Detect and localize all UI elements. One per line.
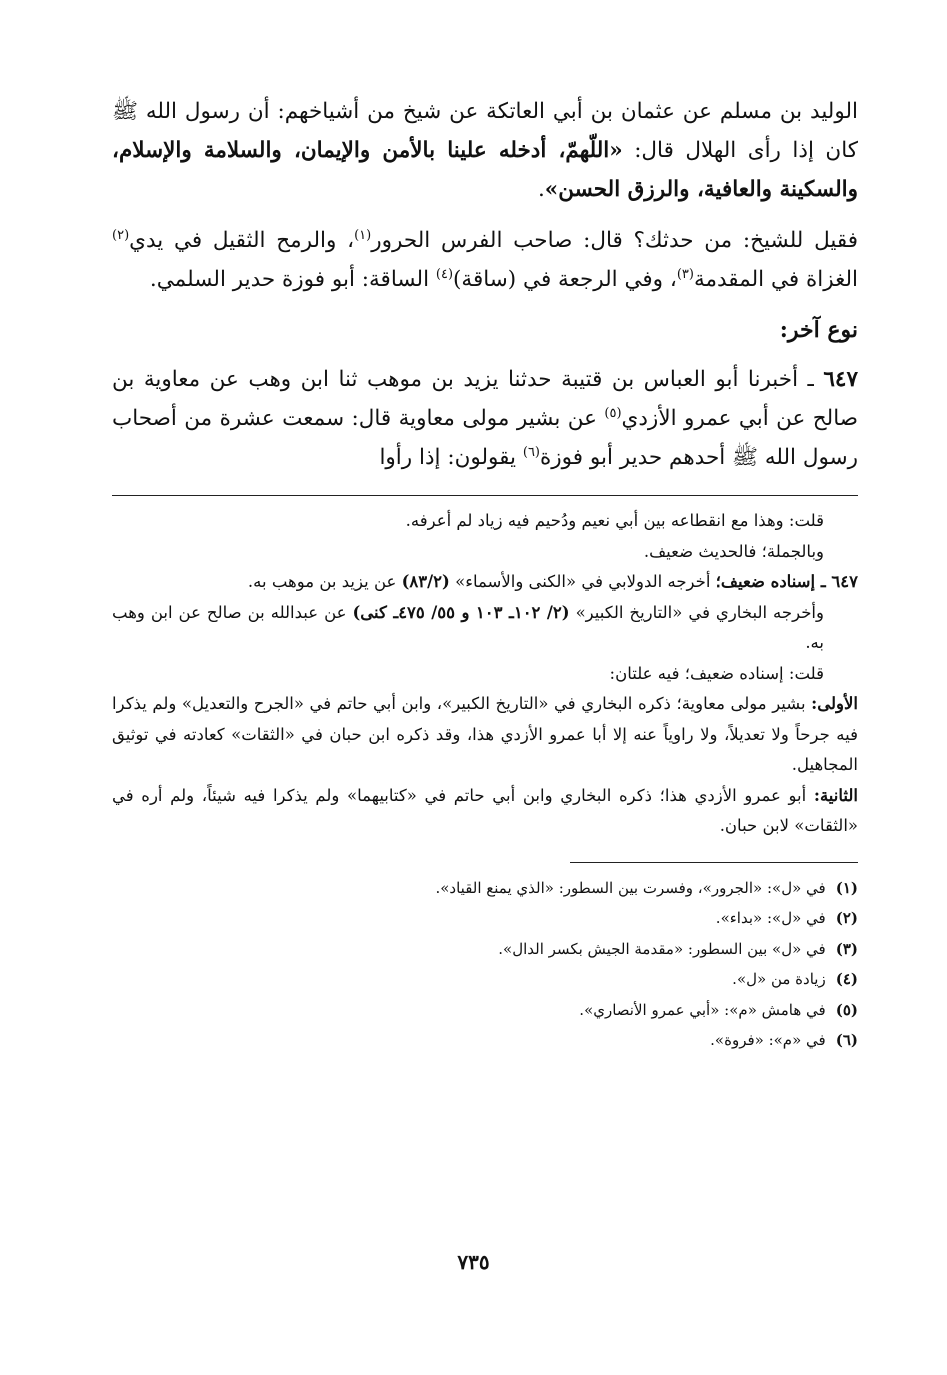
footnote-item <box>112 934 858 965</box>
footnotes-divider <box>570 862 858 863</box>
footnote-item <box>112 995 858 1026</box>
footnote-number: (٤) <box>835 970 858 988</box>
footnote-ref-1[interactable]: (١) <box>354 227 372 243</box>
footnote-number: (٦) <box>835 1031 858 1049</box>
commentary-line <box>112 689 858 781</box>
text-run: بشير مولى معاوية؛ ذكره البخاري في «التاريخ الكبير»، وابن أبي حاتم في «الجرح والتعديل» ولم يذكرا فيه جرحاً ولا تعديلاً، ولا راوياً عنه إلا أبا عمرو الأزدي هذا، وقد ذكره ابن حبان في «الثقات» كعادته في توثيق المجاهيل. <box>112 694 858 774</box>
label-first: الأولى: <box>811 694 858 713</box>
grading: ـ إسناده ضعيف؛ <box>715 572 832 591</box>
text-run: أخرجه الدولابي في «الكنى والأسماء» <box>449 572 716 591</box>
footnote-item <box>112 873 858 904</box>
page-body <box>112 92 858 1056</box>
footnote-number: (٥) <box>835 1000 858 1019</box>
reference: (٢/ ١٠٢ـ ١٠٣ و ٥٥/ ٤٧٥ـ كنى) <box>352 602 570 622</box>
commentary-divider <box>112 495 858 496</box>
text-run: أبو عمرو الأزدي هذا؛ ذكره البخاري وابن أبي حاتم في «كتابيهما» ولم يذكرا فيه شيئاً، ولم أره في «الثقات» لابن حبان. <box>112 785 858 835</box>
footnote-text: في «ل»: «بداء». <box>715 909 826 927</box>
text-run: ، والرمح الثقيل في يدي <box>129 228 355 253</box>
text-run: عن يزيد بن موهب به. <box>247 572 402 591</box>
paragraph-2 <box>112 221 858 299</box>
paragraph-1 <box>112 92 858 209</box>
footnote-text: في «ل»: «الجرور»، وفسرت بين السطور: «الذي يمنع القياد». <box>435 878 826 897</box>
footnote-ref-2[interactable]: (٢) <box>112 227 130 243</box>
footnote-number: (٢) <box>835 909 858 927</box>
hadith-number: ٦٤٧ <box>823 367 858 392</box>
footnote-item <box>112 964 858 995</box>
commentary-line <box>112 598 858 659</box>
footnote-text: زيادة من «ل». <box>732 970 826 988</box>
text-run: الغزاة في المقدمة <box>693 267 858 292</box>
text-run: يقولون: إذا رأوا <box>379 445 523 470</box>
text-run: الوليد بن مسلم عن عثمان بن أبي العاتكة عن شيخ من أشياخهم: أن رسول الله ﷺ كان إذا رأى الهلال قال: <box>112 99 859 163</box>
footnote-ref-5[interactable]: (٥) <box>604 405 622 421</box>
footnote-text: في «ل» بين السطور: «مقدمة الجيش بكسر الدال». <box>498 939 826 958</box>
text-run: . <box>537 177 545 202</box>
text-run: ، وفي الرجعة في (ساقة) <box>453 267 677 292</box>
text-run: الساقة: أبو فوزة حدير السلمي. <box>149 267 436 292</box>
page-number: ٧٣٥ <box>457 1250 490 1274</box>
commentary-line: قلت: إسناده ضعيف؛ فيه علتان: <box>609 663 824 683</box>
commentary-line: وبالجملة؛ فالحديث ضعيف. <box>643 541 824 561</box>
label-second: الثانية: <box>813 785 858 805</box>
text-run: فقيل للشيخ: من حدثك؟ قال: صاحب الفرس الحرور <box>371 228 858 253</box>
commentary-line <box>112 567 858 598</box>
footnote-ref-4[interactable]: (٤) <box>435 266 454 282</box>
text-run: عن عبدالله بن صالح عن ابن وهب به. <box>112 602 824 652</box>
hadith-number: ٦٤٧ <box>831 572 858 591</box>
paragraph-3 <box>112 360 858 477</box>
footnote-number: (٣) <box>835 939 858 958</box>
footnote-item <box>112 903 858 934</box>
footnote-text: في «م»: «فروة». <box>710 1031 826 1049</box>
text-run: عن بشير مولى معاوية قال: سمعت عشرة من أصحاب رسول الله ﷺ أحدهم حدير أبو فوزة <box>112 406 858 470</box>
footnote-item <box>112 1025 858 1056</box>
footnote-text: في هامش «م»: «أبي عمرو الأنصاري». <box>579 1000 826 1019</box>
footnotes <box>112 873 858 1056</box>
reference: (٨٣/٢) <box>401 572 450 591</box>
text-run: وأخرجه البخاري في «التاريخ الكبير» <box>569 602 824 622</box>
commentary-line: قلت: وهذا مع انقطاعه بين أبي نعيم ودُحيم فيه زياد لم أعرفه. <box>405 511 824 530</box>
footnote-number: (١) <box>835 878 858 897</box>
main-text <box>112 92 858 477</box>
text-run: ـ أخبرنا أبو العباس بن قتيبة حدثنا يزيد بن موهب ثنا ابن وهب عن معاوية بن صالح عن أبي عمرو الأزدي <box>112 367 859 431</box>
commentary <box>112 506 858 842</box>
prayer-quote: «اللّهمّ، أدخله علينا بالأمن والإيمان، والسلامة والإسلام، والسكينة والعافية، والرزق الحسن» <box>112 138 858 202</box>
section-heading: نوع آخر: <box>779 317 858 343</box>
commentary-line <box>112 781 858 842</box>
footnote-ref-6[interactable]: (٦) <box>522 444 540 460</box>
footnote-ref-3[interactable]: (٣) <box>676 266 694 282</box>
